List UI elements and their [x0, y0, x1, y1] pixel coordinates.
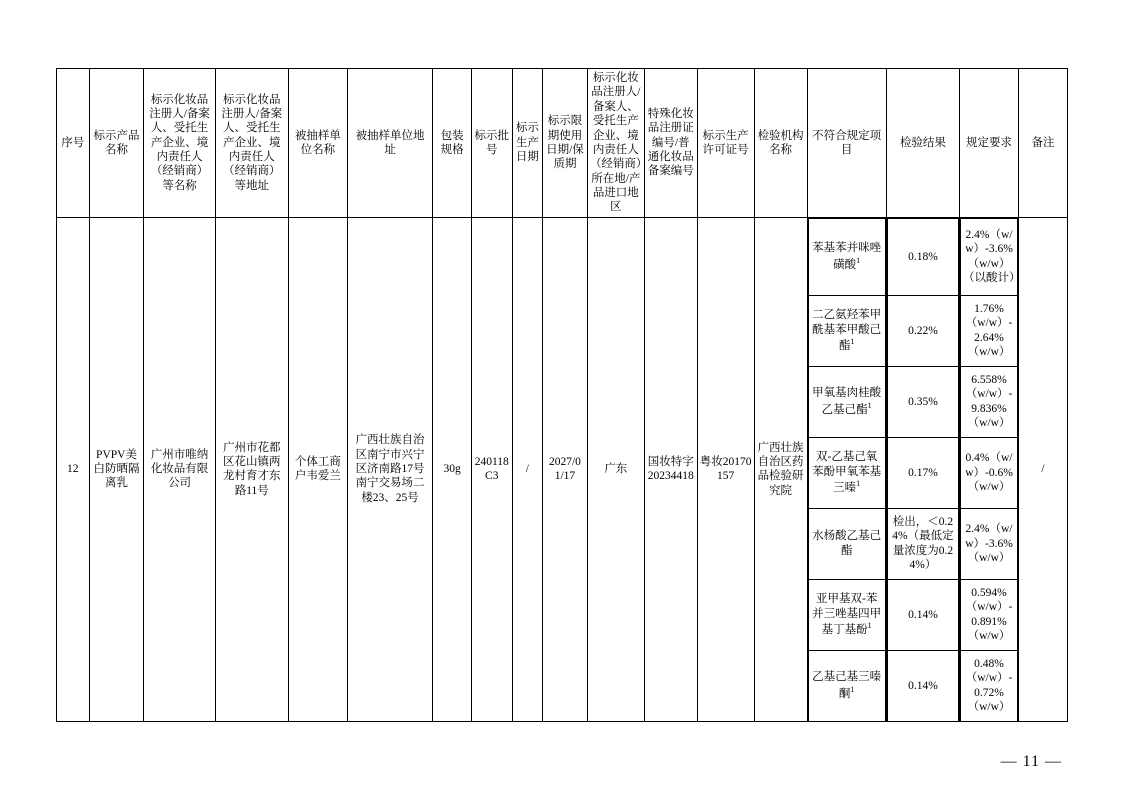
header-index: 序号: [57, 69, 90, 218]
page-number: — 11 —: [1000, 753, 1062, 770]
nonconforming-item-row: [808, 579, 885, 650]
requirement-row: [961, 437, 1018, 508]
cell-region: 广东: [587, 217, 644, 721]
requirement-value: 6.558%（w/w）-9.836%（w/w）: [961, 366, 1018, 437]
inspection-result-row: [887, 366, 958, 437]
nonconforming-items-list: [808, 218, 886, 721]
cell-sampled-unit-address: 广西壮族自治区南宁市兴宁区济南路17号南宁交易场二楼23、25号: [347, 217, 432, 721]
inspection-result-value: 0.22%: [887, 295, 958, 366]
footnote-marker: 1: [850, 337, 855, 347]
cell-sampled-unit-name: 个体工商户韦爱兰: [288, 217, 347, 721]
requirement-value: 1.76%（w/w）-2.64%（w/w）: [961, 295, 1018, 366]
table-header-row: [57, 69, 1068, 218]
cell-requirements: [960, 217, 1019, 721]
nonconforming-item-row: [808, 437, 885, 508]
cell-nonconforming-items: [807, 217, 886, 721]
nonconforming-item-name: 二乙氨羟苯甲酰基苯甲酸己酯$^1$: [808, 295, 885, 366]
header-sampled-unit-address: 被抽样单位地址: [347, 69, 432, 218]
header-nonconforming-item: 不符合规定项目: [807, 69, 886, 218]
header-requirement: 规定要求: [960, 69, 1019, 218]
footnote-marker: 1: [850, 684, 855, 694]
footnote-marker: 1: [867, 621, 872, 631]
header-product-name: 标示产品名称: [89, 69, 144, 218]
nonconforming-item-name: 甲氧基肉桂酸乙基己酯$^1$: [808, 366, 885, 437]
cell-batch-no: 240118C3: [471, 217, 512, 721]
cell-inspection-org: 广西壮族自治区药品检验研究院: [754, 217, 807, 721]
inspection-results-list: [887, 218, 959, 721]
nonconforming-item-name: 苯基苯并咪唑磺酸$^1$: [808, 218, 885, 295]
cell-expiry-date: 2027/01/17: [543, 217, 588, 721]
requirement-value: 0.4%（w/w）-0.6%（w/w）: [961, 437, 1018, 508]
footnote-marker: 1: [856, 255, 861, 265]
cell-inspection-results: [886, 217, 959, 721]
table-row: [57, 217, 1068, 721]
inspection-result-row: [887, 579, 958, 650]
cell-package-spec: 30g: [433, 217, 472, 721]
requirement-value: 0.48%（w/w）-0.72%（w/w）: [961, 650, 1018, 721]
footnote-marker: 1: [856, 479, 861, 489]
requirement-row: [961, 295, 1018, 366]
nonconforming-item-name: 乙基己基三嗪酮$^1$: [808, 650, 885, 721]
requirement-row: [961, 579, 1018, 650]
inspection-result-value: 0.14%: [887, 650, 958, 721]
inspection-result-value: 0.35%: [887, 366, 958, 437]
header-batch-no: 标示批号: [471, 69, 512, 218]
inspection-result-value: 0.18%: [887, 218, 958, 295]
nonconforming-item-row: [808, 218, 885, 295]
requirement-row: [961, 218, 1018, 295]
inspection-result-value: 0.17%: [887, 437, 958, 508]
header-region: 标示化妆品注册人/备案人、受托生产企业、境内责任人（经销商）所在地/产品进口地区: [587, 69, 644, 218]
cell-production-date: /: [512, 217, 543, 721]
nonconforming-item-name: 水杨酸乙基己酯: [808, 508, 885, 579]
requirement-value: 2.4%（w/w）-3.6%（w/w）（以酸计）: [961, 218, 1018, 295]
header-production-license-no: 标示生产许可证号: [697, 69, 754, 218]
requirement-row: [961, 508, 1018, 579]
header-registration-no: 特殊化妆品注册证编号/普通化妆品备案编号: [644, 69, 697, 218]
header-sampled-unit-name: 被抽样单位名称: [288, 69, 347, 218]
inspection-table-container: [56, 68, 1068, 722]
inspection-result-row: [887, 650, 958, 721]
cell-registration-no: 国妆特字20234418: [644, 217, 697, 721]
nonconforming-item-name: 双-乙基己氧苯酚甲氧苯基三嗪$^1$: [808, 437, 885, 508]
header-package-spec: 包装规格: [433, 69, 472, 218]
cell-product-name: PVPV美白防晒隔离乳: [89, 217, 144, 721]
nonconforming-item-row: [808, 508, 885, 579]
requirement-row: [961, 366, 1018, 437]
inspection-result-row: [887, 218, 958, 295]
header-expiry-date: 标示限期使用日期/保质期: [543, 69, 588, 218]
inspection-result-value: 0.14%: [887, 579, 958, 650]
cell-index: 12: [57, 217, 90, 721]
header-registrant-name: 标示化妆品注册人/备案人、受托生产企业、境内责任人（经销商）等名称: [144, 69, 215, 218]
inspection-result-row: [887, 295, 958, 366]
inspection-result-row: [887, 508, 958, 579]
cell-remark: /: [1019, 217, 1068, 721]
header-remark: 备注: [1019, 69, 1068, 218]
nonconforming-item-row: [808, 366, 885, 437]
header-production-date: 标示生产日期: [512, 69, 543, 218]
requirement-row: [961, 650, 1018, 721]
requirement-value: 2.4%（w/w）-3.6%（w/w）: [961, 508, 1018, 579]
nonconforming-item-name: 亚甲基双-苯并三唑基四甲基丁基酚$^1$: [808, 579, 885, 650]
nonconforming-item-row: [808, 650, 885, 721]
inspection-result-row: [887, 437, 958, 508]
cell-registrant-name: 广州市唯纳化妆品有限公司: [144, 217, 215, 721]
cell-production-license-no: 粤妆20170157: [697, 217, 754, 721]
inspection-results-table: [56, 68, 1068, 722]
requirement-value: 0.594%（w/w）-0.891%（w/w）: [961, 579, 1018, 650]
cell-registrant-address: 广州市花都区花山镇两龙村育才东路11号: [215, 217, 288, 721]
header-inspection-org: 检验机构名称: [754, 69, 807, 218]
header-inspection-result: 检验结果: [886, 69, 959, 218]
footnote-marker: 1: [867, 400, 872, 410]
header-registrant-address: 标示化妆品注册人/备案人、受托生产企业、境内责任人（经销商）等地址: [215, 69, 288, 218]
requirements-list: [960, 218, 1021, 721]
inspection-result-value: 检出，＜0.24%（最低定量浓度为0.24%）: [887, 508, 958, 579]
nonconforming-item-row: [808, 295, 885, 366]
